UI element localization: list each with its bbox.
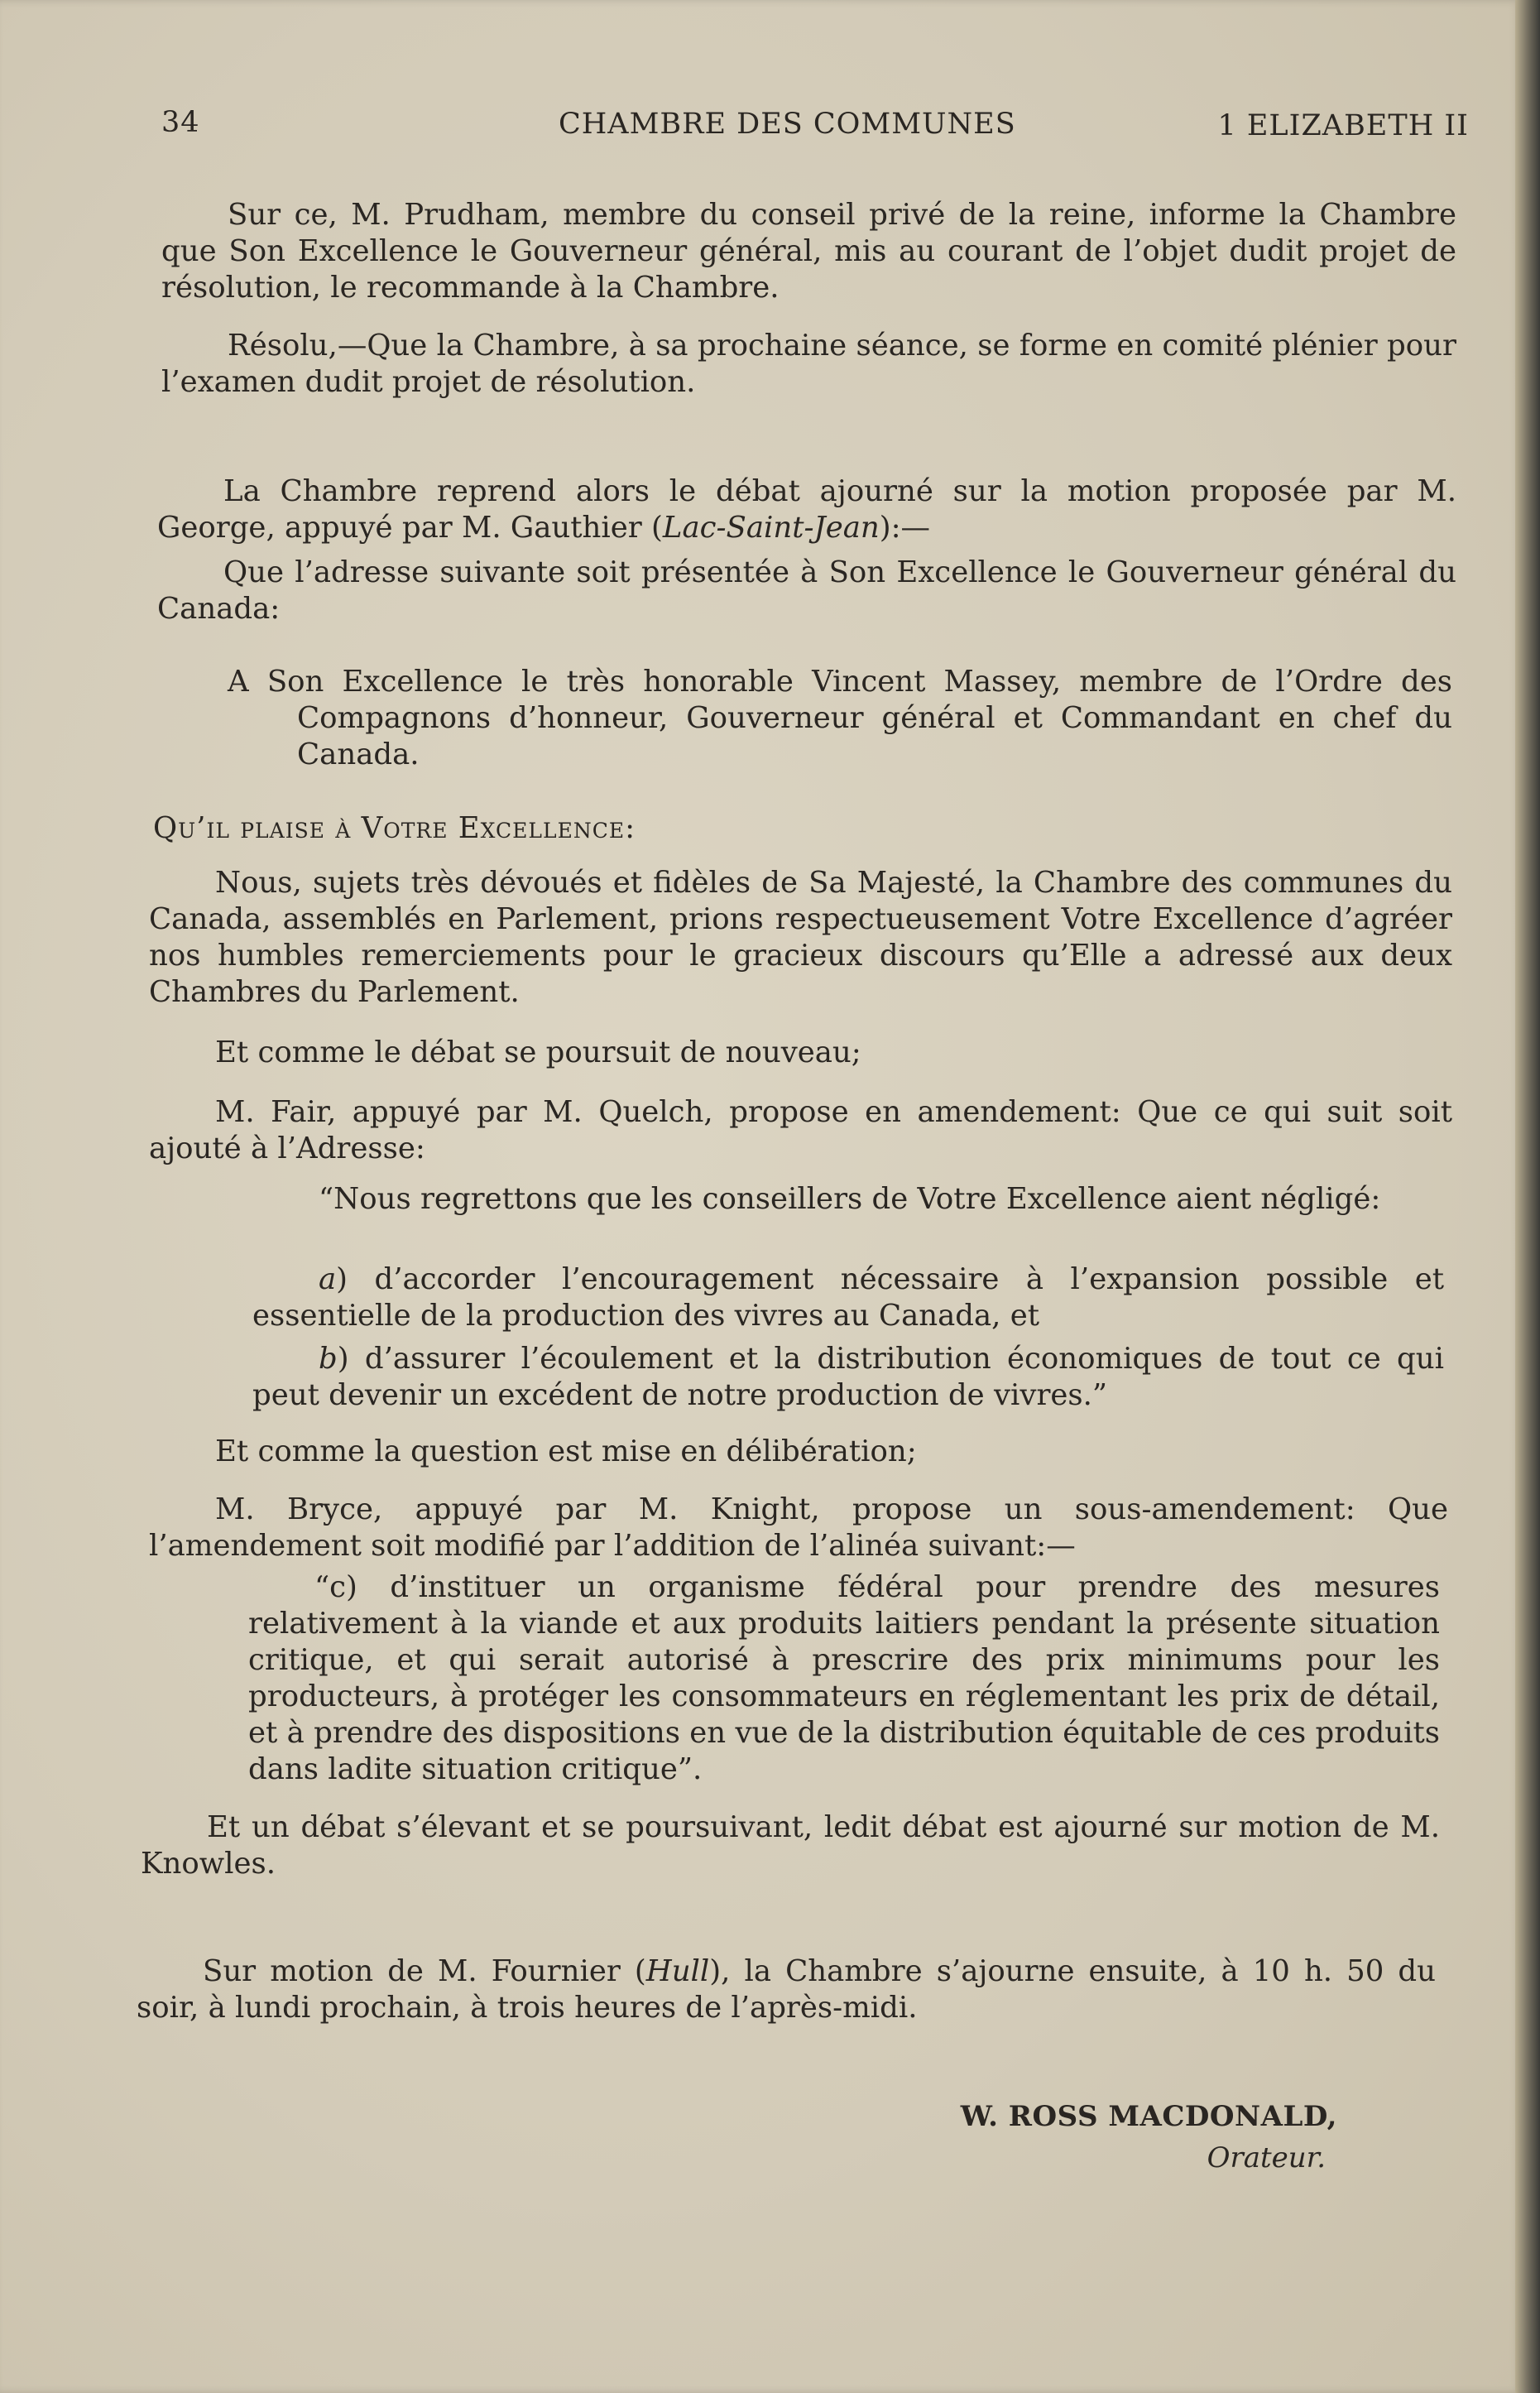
quote-item-text: a) d’accorder l’encouragement nécessaire à l’expansion possible et essentielle de la production des vivres au Canada, et [252, 1262, 1444, 1333]
paragraph-text: Et un débat s’élevant et se poursuivant, ledit débat est ajourné sur motion de M. Knowles. [141, 1810, 1440, 1881]
paragraph-resolu [161, 328, 1456, 401]
paragraph-text: Que l’adresse suivante soit présentée à Son Excellence le Gouverneur général du Canada: [157, 555, 1456, 626]
paragraph-debat-repris [157, 473, 1456, 546]
paragraph-debat-poursuit [149, 1035, 1452, 1071]
paragraph-text: Sur ce, M. Prudham, membre du conseil privé de la reine, informe la Chambre que Son Excellence le Gouverneur général, mis au courant de l’objet dudit projet de résolution, le recommande à la Chambre. [161, 198, 1456, 305]
speaker-role: Orateur. [1207, 2141, 1326, 2174]
paragraph-text: La Chambre reprend alors le débat ajourné sur la motion proposée par M. George, appuyé par M. Gauthier (Lac-Saint-Jean):— [157, 474, 1456, 545]
paragraph-text: Résolu,—Que la Chambre, à sa prochaine séance, se forme en comité plénier pour l’examen dudit projet de résolution. [161, 329, 1456, 399]
riding-name: Hull [645, 1954, 710, 1988]
signature-block [961, 2096, 1337, 2179]
paragraph-adresse [157, 555, 1456, 627]
page-binding-edge [1515, 0, 1540, 2393]
paragraph-text: A Son Excellence le très honorable Vincent Massey, membre de l’Ordre des Compagnons d’honneur, Gouverneur général et Commandant en chef du Canada. [228, 665, 1452, 771]
quote-text: “c) d’instituer un organisme fédéral pour prendre des mesures relativement à la viande et aux produits laitiers pendant la présente situation critique, et qui serait autorisé à prescrire des prix minimums pour les producteurs, à protéger les consommateurs en réglementant les prix de détail, et à prendre des dispositions en vue de la distribution équitable de ces produits dans ladite situation critique”. [248, 1570, 1440, 1786]
paragraph-text: Sur motion de M. Fournier (Hull), la Chambre s’ajourne ensuite, à 10 h. 50 du soir, à lundi prochain, à trois heures de l’après-midi. [137, 1954, 1437, 2025]
amendment-item-b [252, 1341, 1444, 1414]
riding-name: Lac-Saint-Jean [662, 511, 880, 545]
item-letter: a [319, 1262, 337, 1296]
address-to-governor [228, 664, 1452, 773]
paragraph-text: Et comme la question est mise en délibération; [215, 1434, 917, 1468]
amendment-item-a [252, 1261, 1444, 1334]
header-title: CHAMBRE DES COMMUNES [559, 108, 1016, 141]
speaker-name: W. ROSS MACDONALD, [960, 2100, 1337, 2133]
paragraph-sous-amendement [149, 1492, 1448, 1564]
paragraph-amendement [149, 1094, 1452, 1167]
paragraph-text: M. Fair, appuyé par M. Quelch, propose en amendement: Que ce qui suit soit ajouté à l’Adresse: [149, 1095, 1452, 1165]
paragraph-nous-sujets [149, 865, 1452, 1011]
salutation-text: Qu’il plaise à Votre Excellence: [153, 811, 636, 845]
paragraph-ajourne [141, 1809, 1440, 1882]
paragraph-prudham [161, 197, 1456, 306]
paragraph-adjournment [137, 1953, 1436, 2026]
item-letter: b [319, 1342, 338, 1376]
paragraph-question [149, 1434, 1448, 1470]
header-regnal-year: 1 ELIZABETH II [1217, 109, 1469, 142]
sub-amendment-quote [248, 1569, 1440, 1788]
amendment-quote [252, 1181, 1444, 1218]
running-header [161, 106, 1469, 147]
quote-item-text: b) d’assurer l’écoulement et la distribution économiques de tout ce qui peut devenir un excédent de notre production de vivres.” [252, 1342, 1444, 1412]
paragraph-text: Et comme le débat se poursuit de nouveau; [215, 1036, 861, 1069]
paragraph-text: Nous, sujets très dévoués et fidèles de Sa Majesté, la Chambre des communes du Canada, assemblés en Parlement, prions respectueusement Votre Excellence d’agréer nos humbles remerciements pour le gracieux discours qu’Elle a adressé aux deux Chambres du Parlement. [149, 866, 1452, 1009]
page-number: 34 [161, 106, 200, 139]
quote-text: “Nous regrettons que les conseillers de Votre Excellence aient négligé: [319, 1182, 1381, 1216]
paragraph-text: M. Bryce, appuyé par M. Knight, propose un sous-amendement: Que l’amendement soit modifié par l’addition de l’alinéa suivant:— [149, 1492, 1448, 1563]
salutation [153, 810, 1452, 847]
